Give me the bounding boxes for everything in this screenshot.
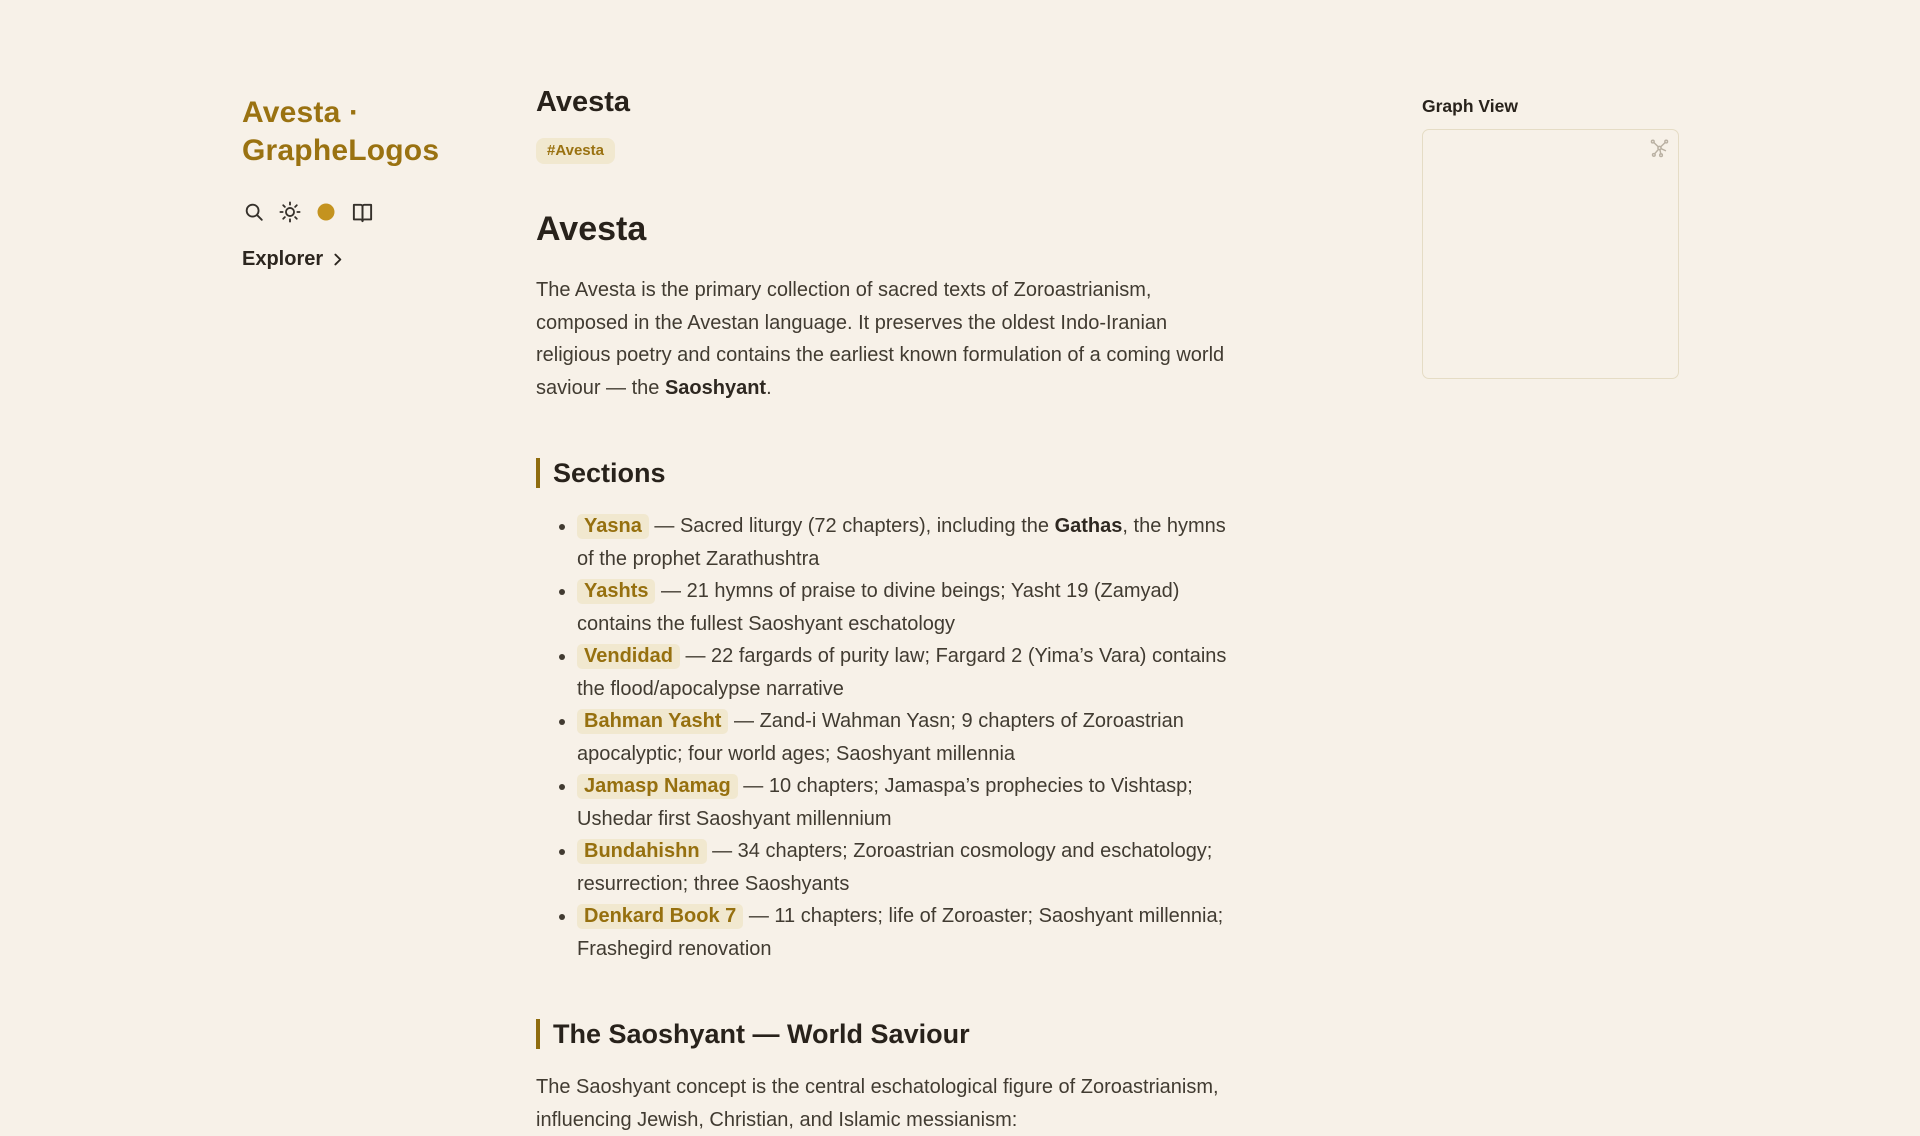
explorer-toggle[interactable] (242, 248, 492, 271)
sun-icon[interactable] (278, 200, 302, 224)
saoshyant-paragraph: The Saoshyant concept is the central eschatological figure of Zoroastrianism, influencing Jewish, Christian, and Islamic messianism: (536, 1076, 1219, 1131)
sections-list (536, 510, 1236, 965)
saoshyant-heading: The Saoshyant — World Saviour (536, 1019, 1236, 1049)
sidebar (242, 94, 492, 271)
wiki-link[interactable]: Denkard Book 7 (577, 904, 743, 929)
intro-bold: Saoshyant (664, 376, 767, 399)
list-item: • Jamasp Namag — 10 chapters; Jamaspa’s prophecies to Vishtasp; Ushedar first Saoshyant millennium (577, 770, 1236, 835)
tag-avesta[interactable]: #Avesta (536, 138, 615, 164)
article-title: Avesta (536, 210, 647, 248)
main-content (536, 84, 1236, 1136)
list-item: • Bahman Yasht — Zand-i Wahman Yasn; 9 chapters of Zoroastrian apocalyptic; four world ages; Saoshyant millennia (577, 705, 1236, 770)
sidebar-icon-row (242, 200, 492, 224)
wiki-link[interactable]: Jamasp Namag (577, 774, 738, 799)
graph-view-title: Graph View (1422, 96, 1518, 116)
chevron-right-icon (329, 251, 346, 268)
sections-heading: Sections (536, 458, 1236, 488)
explorer-label: Explorer (242, 248, 324, 270)
wiki-link[interactable]: Yashts (577, 579, 655, 604)
accent-dot-icon[interactable] (314, 200, 338, 224)
graph-expand-icon[interactable] (1647, 137, 1671, 161)
site-title[interactable]: Avesta · GrapheLogos (242, 96, 440, 167)
book-icon[interactable] (350, 200, 374, 224)
search-icon[interactable] (242, 200, 266, 224)
wiki-link[interactable]: Vendidad (577, 644, 680, 669)
graph-panel (1422, 96, 1679, 379)
list-item: • Vendidad — 22 fargards of purity law; Fargard 2 (Yima’s Vara) contains the flood/apocalypse narrative (577, 640, 1236, 705)
tag-row (536, 138, 1236, 164)
page-title: Avesta (536, 86, 631, 118)
intro-post: . (766, 376, 772, 399)
list-item: • Denkard Book 7 — 11 chapters; life of Zoroaster; Saoshyant millennia; Frashegird renovation (577, 900, 1236, 965)
list-item: • Yashts — 21 hymns of praise to divine beings; Yasht 19 (Zamyad) contains the fullest Saoshyant eschatology (577, 575, 1236, 640)
graph-view-box (1422, 129, 1679, 379)
list-item: • Yasna — Sacred liturgy (72 chapters), including the Gathas, the hymns of the prophet Zarathushtra (577, 510, 1236, 575)
wiki-link[interactable]: Yasna (577, 514, 649, 539)
intro-paragraph (536, 274, 1236, 404)
wiki-link[interactable]: Bahman Yasht (577, 709, 728, 734)
wiki-link[interactable]: Bundahishn (577, 839, 707, 864)
intro-text: The Avesta is the primary collection of sacred texts of Zoroastrianism, composed in the Avestan language. It preserves the oldest Indo-Iranian religious poetry and contains the earliest known formulation of a coming world saviour — the (536, 279, 1225, 399)
list-item: • Bundahishn — 34 chapters; Zoroastrian cosmology and eschatology; resurrection; three Saoshyants (577, 835, 1236, 900)
